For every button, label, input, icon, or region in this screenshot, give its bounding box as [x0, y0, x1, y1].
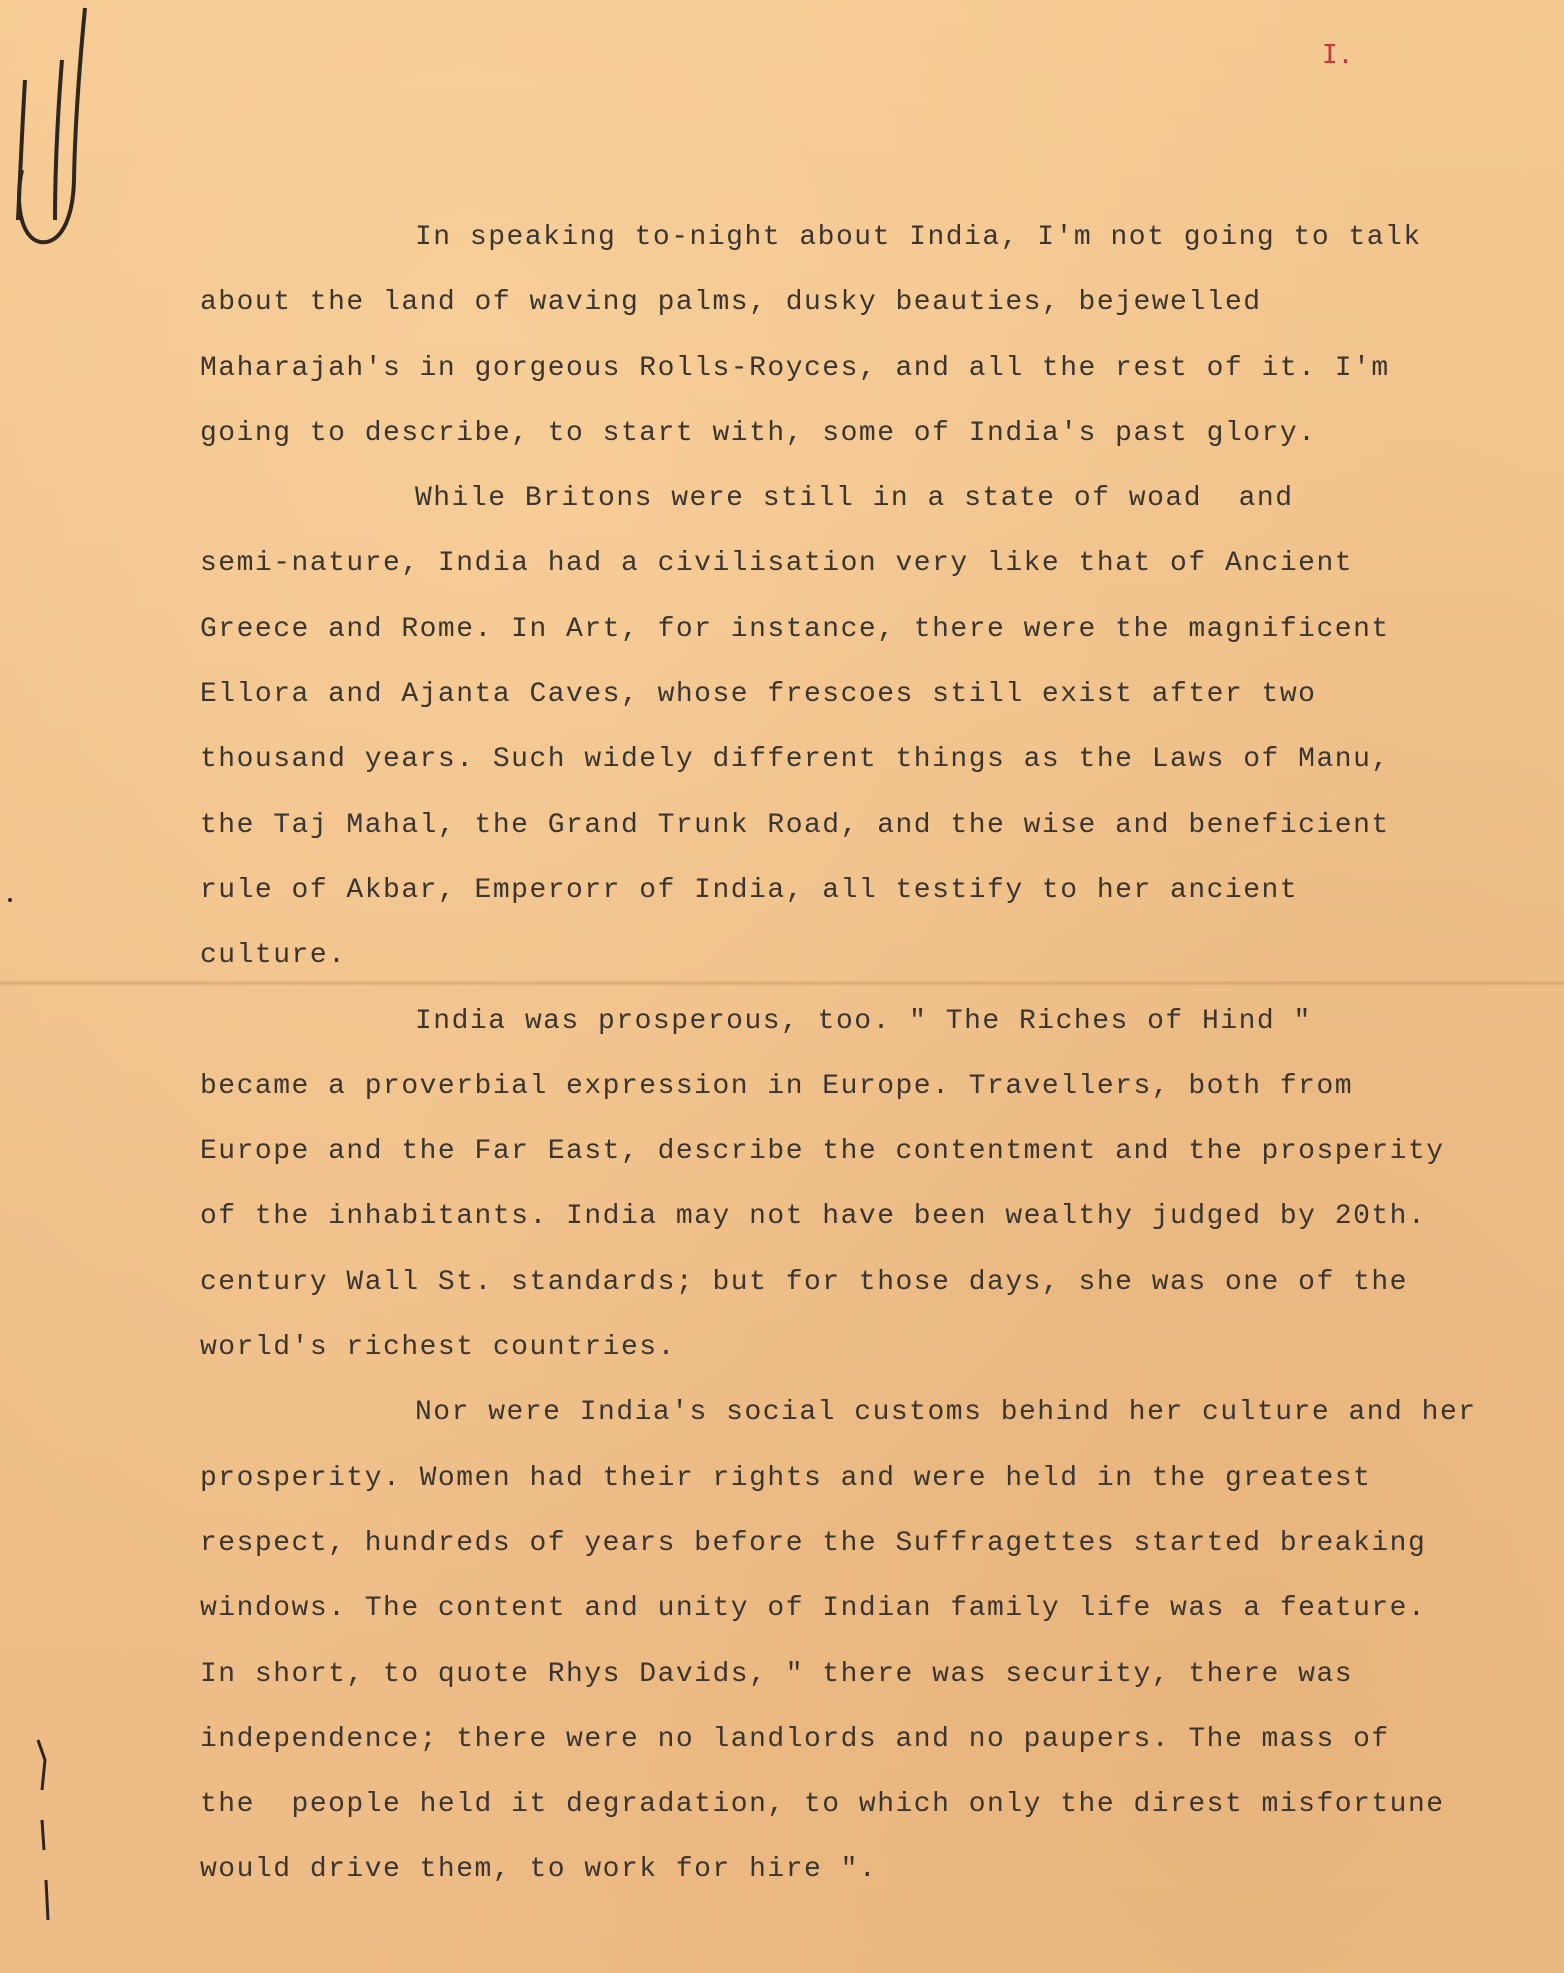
body-text	[200, 205, 1564, 1903]
text-line: Greece and Rome. In Art, for instance, there were the magnificent	[200, 613, 1390, 645]
text-line: India was prosperous, too. " The Riches of Hind "	[415, 1005, 1312, 1037]
paragraph-1	[200, 205, 1564, 466]
text-line: century Wall St. standards; but for those days, she was one of the	[200, 1266, 1408, 1298]
text-line: While Britons were still in a state of woad and	[415, 483, 1294, 515]
text-line: about the land of waving palms, dusky beauties, bejewelled	[200, 287, 1262, 319]
text-line: the people held it degradation, to which only the direst misfortune	[200, 1789, 1445, 1821]
text-line: Ellora and Ajanta Caves, whose frescoes still exist after two	[200, 679, 1317, 711]
text-line: windows. The content and unity of Indian family life was a feature.	[200, 1593, 1427, 1625]
text-line: thousand years. Such widely different things as the Laws of Manu,	[200, 744, 1390, 776]
left-edge-mark-bottom	[38, 1740, 48, 1920]
text-line: the Taj Mahal, the Grand Trunk Road, and the wise and beneficient	[200, 809, 1390, 841]
paragraph-2	[200, 466, 1564, 988]
paragraph-4	[200, 1380, 1564, 1902]
text-line: rule of Akbar, Emperorr of India, all testify to her ancient	[200, 874, 1299, 906]
text-line: semi-nature, India had a civilisation very like that of Ancient	[200, 548, 1354, 580]
text-line: going to describe, to start with, some of India's past glory.	[200, 417, 1317, 449]
text-line: In short, to quote Rhys Davids, " there was security, there was	[200, 1658, 1354, 1690]
text-line: In speaking to-night about India, I'm not going to talk	[415, 222, 1422, 253]
text-line: respect, hundreds of years before the Suffragettes started breaking	[200, 1527, 1427, 1559]
text-line: would drive them, to work for hire ".	[200, 1854, 878, 1886]
text-line: prosperity. Women had their rights and were held in the greatest	[200, 1462, 1372, 1494]
text-line: world's richest countries.	[200, 1332, 676, 1364]
left-edge-mark-top	[18, 8, 85, 242]
text-line: of the inhabitants. India may not have been wealthy judged by 20th.	[200, 1201, 1427, 1233]
text-line: culture.	[200, 940, 347, 972]
text-line: Nor were India's social customs behind her culture and her	[415, 1397, 1477, 1429]
paragraph-3	[200, 989, 1564, 1381]
text-line: independence; there were no landlords and no paupers. The mass of	[200, 1723, 1390, 1755]
page-number: I.	[1322, 40, 1354, 70]
text-line: Maharajah's in gorgeous Rolls-Royces, and all the rest of it. I'm	[200, 352, 1390, 384]
text-line: Europe and the Far East, describe the contentment and the prosperity	[200, 1136, 1445, 1168]
text-line: became a proverbial expression in Europe. Travellers, both from	[200, 1070, 1354, 1102]
